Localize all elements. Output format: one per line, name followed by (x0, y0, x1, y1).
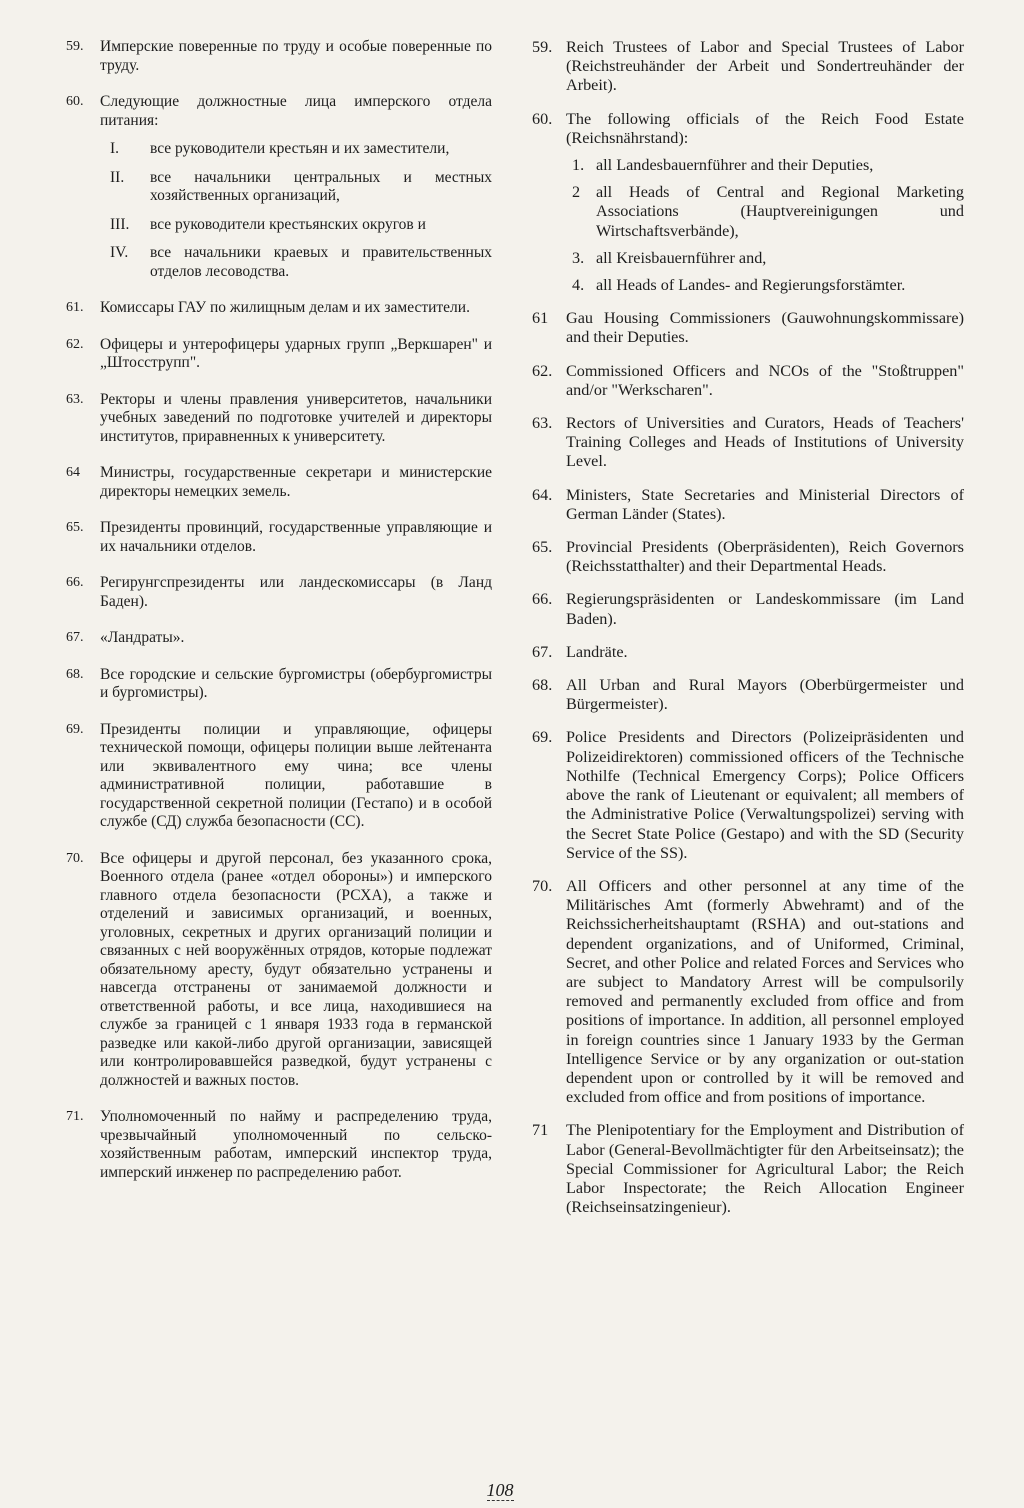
ru-item-text: Ректоры и члены правления университетов, начальники учебных заведений по подготовке учителей и директоры институтов, приравненных к университету. (100, 390, 492, 445)
ru-list-item (52, 1108, 492, 1182)
en-item-text: Reich Trustees of Labor and Special Trustees of Labor (Reichstreuhänder der Arbeit und Sondertreuhänder der Arbeit). (566, 38, 964, 95)
en-item-text: All Officers and other personnel at any time of the Militärisches Amt (formerly Abwehramt) and of the Reichssicherheitshauptamt (RSHA) and out-stations and dependent organizations, and of Uniformed, Criminal, Secret, and other Police and related Forces and Services who are subject to Mandatory Arrest will be compulsorily removed and permanently excluded from office and from positions of importance. In addition, all personnel employed in foreign countries since 1 January 1933 by the German Intelligence Service or by any organization or out-station dependent upon or controlled by it will be removed and excluded from office and from positions of importance. (566, 876, 964, 1107)
en-list-item (518, 309, 964, 347)
ru-list-item (52, 721, 492, 832)
page-number-text: 108 (486, 1480, 514, 1500)
en-item-number: 64. (532, 485, 553, 504)
ru-item-text: Все городские и сельские бургомистры (обербургомистры и бургомистры). (100, 665, 492, 701)
en-sub-item-number: 3. (572, 248, 585, 267)
en-item-number: 60. (532, 109, 553, 128)
en-item-text: Gau Housing Commissioners (Gauwohnungskommissare) and their Deputies. (566, 309, 964, 347)
ru-sub-item-number: III. (110, 215, 130, 233)
ru-list-item (52, 574, 492, 611)
ru-sub-item-text: все начальники центральных и местных хозяйственных организаций, (150, 168, 492, 204)
ru-item-number: 60. (66, 94, 84, 109)
russian-column (52, 38, 492, 1200)
ru-item-number: 66. (66, 575, 84, 590)
en-list-item (518, 414, 964, 472)
ru-sub-item-number: II. (110, 168, 125, 186)
ru-sub-item (60, 169, 492, 206)
ru-item-text: Следующие должностные лица имперского отдела питания: (100, 93, 492, 129)
en-sub-item (566, 183, 964, 241)
en-item-text: The following officials of the Reich Food Estate (Reichsnährstand): (566, 109, 964, 147)
ru-list-item (52, 38, 492, 75)
ru-item-number: 69. (66, 721, 84, 737)
ru-item-number: 59. (66, 39, 84, 54)
en-item-number: 63. (532, 414, 553, 433)
ru-item-number: 62. (66, 336, 84, 352)
en-item-text: Provincial Presidents (Oberpräsidenten), Reich Governors (Reichsstatthalter) and their Departmental Heads. (566, 538, 964, 576)
en-list-item (518, 1121, 964, 1217)
en-item-number: 69. (532, 728, 553, 747)
en-item-number: 62. (532, 361, 553, 380)
ru-item-number: 70. (66, 850, 84, 866)
ru-list-item (52, 464, 492, 501)
en-item-text: Ministers, State Secretaries and Ministerial Directors of German Länder (States). (566, 485, 964, 523)
en-item-number: 68. (532, 676, 553, 695)
en-sub-item-text: all Kreisbauernführer and, (596, 248, 767, 267)
en-item-text: Regierungspräsidenten or Landeskommissare (im Land Baden). (566, 590, 964, 628)
en-list-item (518, 590, 964, 628)
en-sub-item (566, 156, 964, 175)
en-list-item (518, 877, 964, 1107)
ru-list-item (52, 850, 492, 1091)
english-column (518, 38, 964, 1231)
ru-item-text: Имперские поверенные по труду и особые поверенные по труду. (100, 38, 492, 74)
ru-item-text: Офицеры и унтерофицеры ударных групп „Веркшарен" и „Штосструпп". (100, 335, 492, 371)
en-list-item (518, 486, 964, 524)
ru-item-text: Президенты провинций, государственные управляющие и их начальники отделов. (100, 519, 492, 555)
ru-sub-item-number: I. (110, 140, 120, 157)
en-sub-item-number: 2 (572, 183, 581, 202)
en-item-number: 65. (532, 538, 553, 557)
en-sub-item-text: all Landesbauernführer and their Deputies, (596, 156, 874, 175)
ru-item-number: 71. (66, 1109, 84, 1124)
en-item-text: Police Presidents and Directors (Polizeipräsidenten und Polizeidirektoren) commissioned officers of the Technische Nothilfe (Technical Emergency Corps); Police Officers above the rank of Lieutenant or equivalent; all members of the Administrative Police (Verwaltungspolizei) serving with the Secret State Police (Gestapo) and with the SD (Security Service of the SS). (566, 728, 964, 862)
ru-list-item (52, 391, 492, 447)
en-item-text: Landräte. (566, 642, 628, 661)
ru-item-number: 61. (66, 300, 84, 315)
ru-item-text: «Ландраты». (100, 629, 185, 646)
ru-item-number: 64 (66, 465, 80, 480)
en-sub-item (566, 276, 964, 295)
ru-item-text: Регирунгспрезиденты или ландескомиссары (в Ланд Баден). (100, 574, 492, 610)
en-item-number: 67. (532, 642, 553, 661)
en-sub-item-number: 1. (572, 156, 585, 175)
ru-sub-item (60, 216, 492, 235)
en-list-item (518, 538, 964, 576)
ru-item-number: 67. (66, 630, 84, 645)
ru-item-text: Уполномоченный по найму и распределению труда, чрезвычайный уполномоченный по сельско-хозяйственным работам, имперский инспектор труда, имперский инженер по распределению работ. (100, 1108, 492, 1181)
ru-item-text: Министры, государственные секретари и министерские директоры немецких земель. (100, 464, 492, 500)
ru-sub-item (60, 140, 492, 159)
en-item-text: All Urban and Rural Mayors (Oberbürgermeister und Bürgermeister). (566, 676, 964, 714)
en-item-number: 71 (532, 1121, 549, 1140)
ru-list-item (52, 336, 492, 373)
ru-item-text: Комиссары ГАУ по жилищным делам и их заместители. (100, 299, 470, 316)
ru-item-text: Все офицеры и другой персонал, без указанного срока, Военного отдела (ранее «отдел обороны») и имперского главного отдела безопасности (РСХА), а также и отделений и зависимых организаций, и военных, уголовных, секретных и других организаций полиции и связанных с ней вооружённых отрядов, которые подлежат обязательному аресту, будут обязательно устранены и навсегда отстранены от занимаемой должности и ответственной работы, и все лица, находившиеся на службе за границей с 1 января 1933 года в германской разведке или какой-либо другой организации, зависящей или контролировавшейся разведкой, будут устранены с должностей и важных постов. (100, 849, 492, 1089)
ru-item-number: 68. (66, 666, 84, 682)
en-list-item (518, 38, 964, 96)
en-item-text: Commissioned Officers and NCOs of the "Stoßtruppen" and/or "Werkscharen". (566, 361, 964, 399)
en-sub-item-text: all Heads of Central and Regional Marketing Associations (Hauptvereinigungen und Wirtschaftsverbände), (596, 183, 964, 240)
en-item-number: 70. (532, 876, 553, 895)
en-item-text: The Plenipotentiary for the Employment and Distribution of Labor (General-Bevollmächtigter für den Arbeitseinsatz); the Special Commissioner for Agricultural Labor; the Reich Labor Inspectorate; the Reich Allocation Engineer (Reichseinsatzingenieur). (566, 1121, 964, 1217)
ru-item-number: 63. (66, 391, 84, 407)
ru-list-item (52, 519, 492, 556)
en-list-item (518, 643, 964, 662)
en-list-item (518, 362, 964, 400)
en-list-item (518, 728, 964, 862)
ru-sub-item-text: все руководители крестьянских округов и (150, 215, 426, 233)
ru-item-number: 65. (66, 520, 84, 535)
ru-sub-item (60, 244, 492, 281)
en-item-number: 59. (532, 38, 553, 56)
ru-sub-item-text: все руководители крестьян и их заместители, (150, 140, 450, 157)
ru-sub-item-number: IV. (110, 244, 129, 261)
ru-list-item (52, 93, 492, 281)
en-item-number: 66. (532, 590, 553, 609)
en-sub-item (566, 249, 964, 268)
en-item-number: 61 (532, 309, 549, 328)
en-sub-item-text: all Heads of Landes- and Regierungsforstämter. (596, 276, 906, 295)
ru-item-text: Президенты полиции и управляющие, офицеры технической помощи, офицеры полиции выше лейтенанта или эквивалентного ему чина; все члены административной полиции, работавшие в государственной секретной полиции (Гестапо) и в особой службе (СД) служба безопасности (СС). (100, 720, 492, 830)
ru-list-item (52, 666, 492, 703)
en-item-text: Rectors of Universities and Curators, Heads of Teachers' Training Colleges and Heads of Institutions of University Level. (566, 414, 964, 471)
en-list-item (518, 676, 964, 714)
page-number (460, 1480, 540, 1501)
ru-list-item (52, 629, 492, 648)
en-sub-item-number: 4. (572, 276, 585, 295)
ru-sub-item-text: все начальники краевых и правительственных отделов лесоводства. (150, 244, 492, 280)
en-list-item (518, 110, 964, 296)
ru-list-item (52, 299, 492, 318)
